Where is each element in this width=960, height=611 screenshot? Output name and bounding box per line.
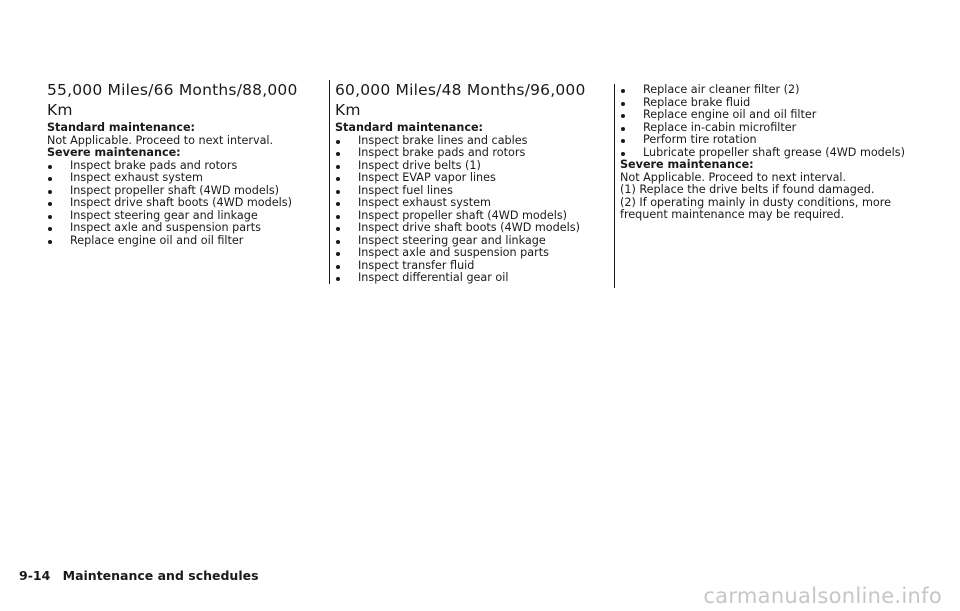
- list-item: Lubricate propeller shaft grease (4WD models): [620, 147, 920, 160]
- severe-maintenance-text: Not Applicable. Proceed to next interval.: [620, 170, 847, 184]
- list-item: Inspect steering gear and linkage: [47, 210, 315, 223]
- standard-maintenance-list-continued: [620, 84, 920, 159]
- list-item: Replace in-cabin microfilter: [620, 122, 920, 135]
- section-title: Maintenance and schedules: [62, 568, 259, 583]
- list-item: Inspect exhaust system: [47, 172, 315, 185]
- severe-maintenance-list: [47, 160, 315, 248]
- list-item: Replace engine oil and oil filter: [47, 235, 315, 248]
- list-item: Inspect propeller shaft (4WD models): [335, 210, 607, 223]
- list-item: Perform tire rotation: [620, 134, 920, 147]
- list-item: Inspect steering gear and linkage: [335, 235, 607, 248]
- standard-maintenance-list: [335, 135, 607, 285]
- list-item: Inspect brake pads and rotors: [47, 160, 315, 173]
- footnote-1: (1) Replace the drive belts if found damaged.: [620, 183, 875, 196]
- list-item: Inspect drive belts (1): [335, 160, 607, 173]
- list-item: Replace air cleaner filter (2): [620, 84, 920, 97]
- list-item: Inspect transfer fluid: [335, 260, 607, 273]
- list-item: Replace brake fluid: [620, 97, 920, 110]
- interval-55000-column: [47, 80, 315, 247]
- list-item: Inspect fuel lines: [335, 185, 607, 198]
- footnote-2: (2) If operating mainly in dusty conditions, more frequent maintenance may be required.: [620, 195, 891, 221]
- standard-maintenance-text: Not Applicable. Proceed to next interval.: [47, 133, 274, 147]
- list-item: Inspect drive shaft boots (4WD models): [47, 197, 315, 210]
- list-item: Inspect axle and suspension parts: [47, 222, 315, 235]
- list-item: Inspect EVAP vapor lines: [335, 172, 607, 185]
- interval-heading: 55,000 Miles/66 Months/88,000 Km: [47, 81, 298, 119]
- severe-maintenance-label: Severe maintenance:: [47, 146, 181, 159]
- interval-60000-continued-column: [614, 84, 920, 288]
- list-item: Inspect propeller shaft (4WD models): [47, 185, 315, 198]
- standard-maintenance-label: Standard maintenance:: [47, 121, 196, 134]
- list-item: Inspect brake lines and cables: [335, 135, 607, 148]
- watermark: carmanualsonline.info: [703, 584, 942, 608]
- interval-60000-column: [329, 80, 607, 284]
- list-item: Replace engine oil and oil filter: [620, 109, 920, 122]
- standard-maintenance-label: Standard maintenance:: [335, 121, 484, 134]
- page-footer: [19, 568, 259, 583]
- page-number: 9-14: [19, 568, 51, 583]
- list-item: Inspect exhaust system: [335, 197, 607, 210]
- list-item: Inspect brake pads and rotors: [335, 147, 607, 160]
- interval-heading: 60,000 Miles/48 Months/96,000 Km: [335, 81, 586, 119]
- list-item: Inspect differential gear oil: [335, 272, 607, 285]
- list-item: Inspect axle and suspension parts: [335, 247, 607, 260]
- severe-maintenance-label: Severe maintenance:: [620, 158, 754, 171]
- list-item: Inspect drive shaft boots (4WD models): [335, 222, 607, 235]
